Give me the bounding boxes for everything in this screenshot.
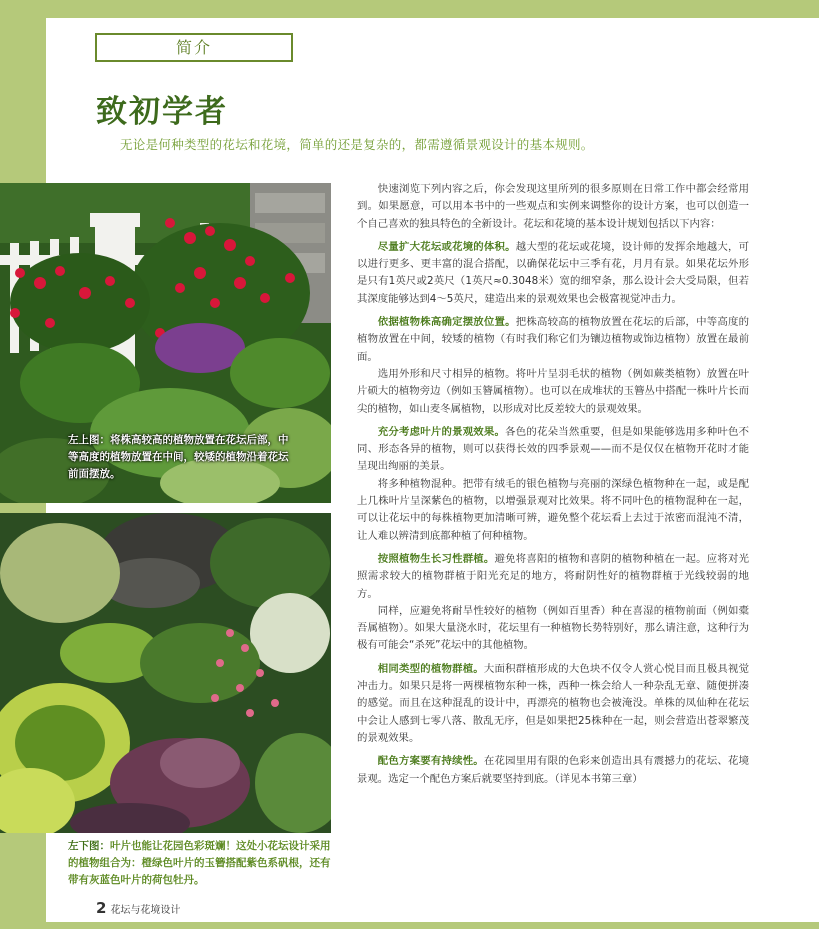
text-6: 在花园里用有限的色彩来创造出具有震撼力的花坛、花境景观。选定一个配色方案后就要坚持到底。（详见本书第三章） bbox=[357, 755, 750, 785]
heading-6: 配色方案要有持续性。 bbox=[377, 755, 484, 768]
page-footer bbox=[96, 899, 180, 917]
text-2: 把株高较高的植物放置在花坛的后部，中等高度的植物放置在中间，较矮的植物（有时我们称它们为镶边植物或饰边植物）放置在最前面。 bbox=[357, 316, 750, 363]
caption-bottom-lead: 左下图： bbox=[68, 840, 110, 852]
photo-foliage-garden bbox=[0, 513, 331, 833]
text-4: 避免将喜阳的植物和喜阴的植物种植在一起。应将对光照需求较大的植物群植于阳光充足的地方，将耐阴性好的植物群植于光线较弱的地方。 bbox=[357, 552, 749, 600]
paragraph-3 bbox=[357, 424, 749, 476]
paragraph-intro: 快速浏览下列内容之后，你会发现这里所列的很多原则在日常工作中都会经常用到。如果愿意，可以用本书中的一些观点和实例来调整你的设计方案，也可以创造一个自己喜欢的独具特色的全新设计。花坛和花境的基本设计规划包括以下内容： bbox=[357, 183, 749, 230]
caption-top-lead: 左上图： bbox=[68, 434, 110, 446]
paragraph-2 bbox=[357, 314, 749, 366]
text-3: 各色的花朵当然重要，但是如果能够选用多种叶色不同、形态各异的植物，则可以获得长效的四季景观——而不是仅仅在植物开花时才能呈现出绚丽的美景。 bbox=[357, 425, 750, 473]
section-tag: 简介 bbox=[95, 33, 293, 62]
paragraph-4 bbox=[357, 551, 749, 603]
page-title: 致初学者 bbox=[96, 94, 228, 130]
caption-top-text: 将株高较高的植物放置在花坛后部，中等高度的植物放置在中间，较矮的植物沿着花坛前面摆放。 bbox=[68, 434, 289, 480]
body-column bbox=[357, 181, 749, 788]
heading-3: 充分考虑叶片的景观效果。 bbox=[377, 425, 506, 438]
caption-top bbox=[68, 432, 292, 483]
paragraph-3b: 将多种植物混种。把带有绒毛的银色植物与亮丽的深绿色植物种在一起，或是配上几株叶片呈深紫色的植物，以增强景观对比效果。将不同叶色的植物混种在一起，可以让花坛中的每株植物更加清晰可辨，避免整个花坛看上去过于浓密而混沌不清，让人难以辨清到底都种植了何种植物。 bbox=[357, 477, 749, 542]
heading-4: 按照植物生长习性群植。 bbox=[377, 552, 495, 565]
subtitle: 无论是何种类型的花坛和花境，简单的还是复杂的，都需遵循景观设计的基本规则。 bbox=[120, 137, 594, 152]
paragraph-6 bbox=[357, 753, 749, 788]
heading-1: 尽量扩大花坛或花境的体积。 bbox=[377, 240, 516, 253]
heading-2: 依据植物株高确定摆放位置。 bbox=[377, 316, 516, 329]
text-1: 越大型的花坛或花境，设计师的发挥余地越大，可以进行更多、更丰富的混合搭配，以确保花坛中三季有花，月月有景。如果花坛外形是只有1英尺或2英尺（1英尺≈0.3048米）宽的细窄条，那么设计会大受局限，但若其深度能够达到4～5英尺，建造出来的景观效果也会极富视觉冲击力。 bbox=[357, 240, 750, 305]
caption-bottom bbox=[68, 838, 338, 889]
paragraph-5 bbox=[357, 661, 749, 747]
page-number: 2 bbox=[96, 899, 107, 917]
book-title: 花坛与花境设计 bbox=[110, 905, 181, 916]
caption-bottom-text: 叶片也能让花园色彩斑斓！这处小花坛设计采用的植物组合为：橙绿色叶片的玉簪搭配紫色系矾根，还有带有灰蓝色叶片的荷包牡丹。 bbox=[68, 840, 331, 886]
heading-5: 相同类型的植物群植。 bbox=[377, 662, 484, 675]
paragraph-2b: 选用外形和尺寸相异的植物。将叶片呈羽毛状的植物（例如蕨类植物）放置在叶片硕大的植物旁边（例如玉簪属植物）。也可以在成堆状的玉簪丛中搭配一株叶片长而尖的植物，如山麦冬属植物，以形成对比反差较大的景观效果。 bbox=[357, 367, 749, 415]
paragraph-1 bbox=[357, 239, 749, 308]
paragraph-4b: 同样，应避免将耐旱性较好的植物（例如百里香）种在喜湿的植物前面（例如橐吾属植物）。如果大量浇水时，花坛里有一种植物长势特别好，那么请注意，这种行为极有可能会“杀死”花坛中的其他植物。 bbox=[357, 604, 749, 652]
text-5: 大面积群植形成的大色块不仅令人赏心悦目而且极具视觉冲击力。如果只是将一两棵植物东种一株，西种一株会给人一种杂乱无章、随便拼凑的感觉。而且在这种混乱的设计中，再漂亮的植物也会被淹没。单株的凤仙种在花坛中会让人感到七零八落、散乱无序，但是如果把25株种在一起，则会营造出苍翠繁茂的景观效果。 bbox=[357, 662, 750, 744]
